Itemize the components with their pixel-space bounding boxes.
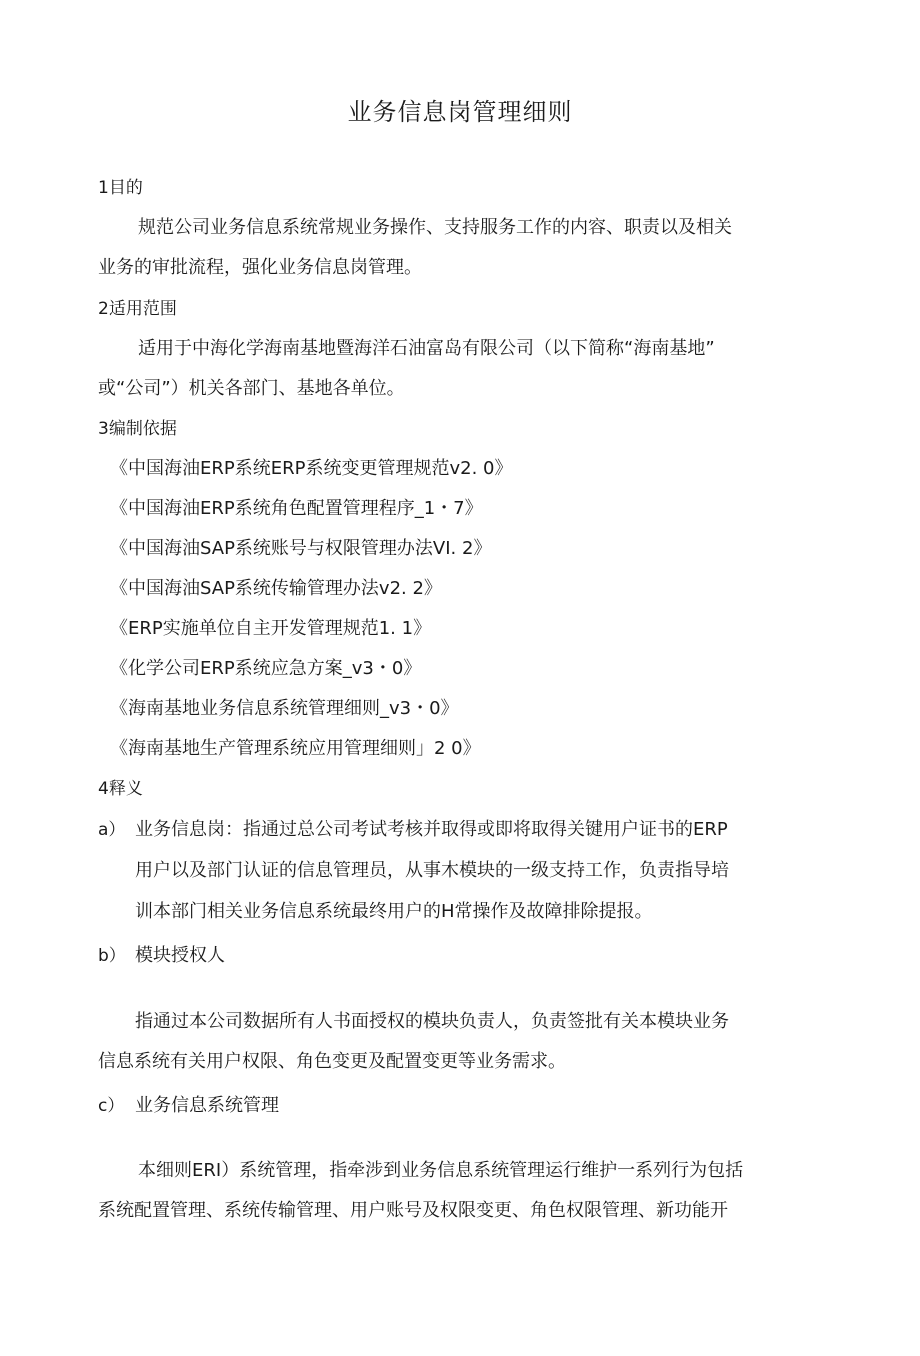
definition-marker-c: c） <box>98 1096 125 1116</box>
section-heading-scope: 2适用范围 <box>98 299 177 319</box>
definition-marker-b: b） <box>98 946 126 966</box>
definition-line: 训本部门相关业务信息系统最终用户的H常操作及故障排除提报。 <box>135 901 653 922</box>
paragraph-line: 业务的审批流程，强化业务信息岗管理。 <box>98 257 422 278</box>
paragraph-line: 适用于中海化学海南基地暨海洋石油富岛有限公司（以下简称“海南基地” <box>138 338 715 359</box>
section-heading-purpose: 1目的 <box>98 178 143 198</box>
reference-item: 《海南基地生产管理系统应用管理细则」2 0》 <box>110 738 481 759</box>
reference-item: 《化学公司ERP系统应急方案_v3・0》 <box>110 658 422 679</box>
paragraph-line: 系统配置管理、系统传输管理、用户账号及权限变更、角色权限管理、新功能开 <box>98 1200 728 1221</box>
section-heading-definitions: 4释义 <box>98 779 143 799</box>
definition-line: 业务信息岗：指通过总公司考试考核并取得或即将取得关键用户证书的ERP <box>135 819 728 840</box>
section-heading-basis: 3编制依据 <box>98 419 177 439</box>
reference-item: 《ERP实施单位自主开发管理规范1. 1》 <box>110 618 432 639</box>
reference-item: 《海南基地业务信息系统管理细则_v3・0》 <box>110 698 459 719</box>
definition-label: 业务信息系统管理 <box>135 1095 279 1116</box>
paragraph-line: 信息系统有关用户权限、角色变更及配置变更等业务需求。 <box>98 1051 566 1072</box>
reference-item: 《中国海油SAP系统账号与权限管理办法VI. 2》 <box>110 538 492 559</box>
reference-item: 《中国海油ERP系统ERP系统变更管理规范v2. 0》 <box>110 458 513 479</box>
definition-marker-a: a） <box>98 820 126 840</box>
reference-item: 《中国海油ERP系统角色配置管理程序_1・7》 <box>110 498 483 519</box>
definition-label: 模块授权人 <box>135 945 225 966</box>
document-title: 业务信息岗管理细则 <box>347 98 573 126</box>
paragraph-line: 规范公司业务信息系统常规业务操作、支持服务工作的内容、职责以及相关 <box>138 217 732 238</box>
paragraph-line: 或“公司”）机关各部门、基地各单位。 <box>98 378 405 399</box>
paragraph-line: 指通过本公司数据所有人书面授权的模块负责人，负责签批有关本模块业务 <box>135 1011 729 1032</box>
reference-item: 《中国海油SAP系统传输管理办法v2. 2》 <box>110 578 442 599</box>
paragraph-line: 本细则ERI）系统管理，指牵涉到业务信息系统管理运行维护一系列行为包括 <box>138 1160 744 1181</box>
definition-line: 用户以及部门认证的信息管理员，从事木模块的一级支持工作，负责指导培 <box>135 860 729 881</box>
